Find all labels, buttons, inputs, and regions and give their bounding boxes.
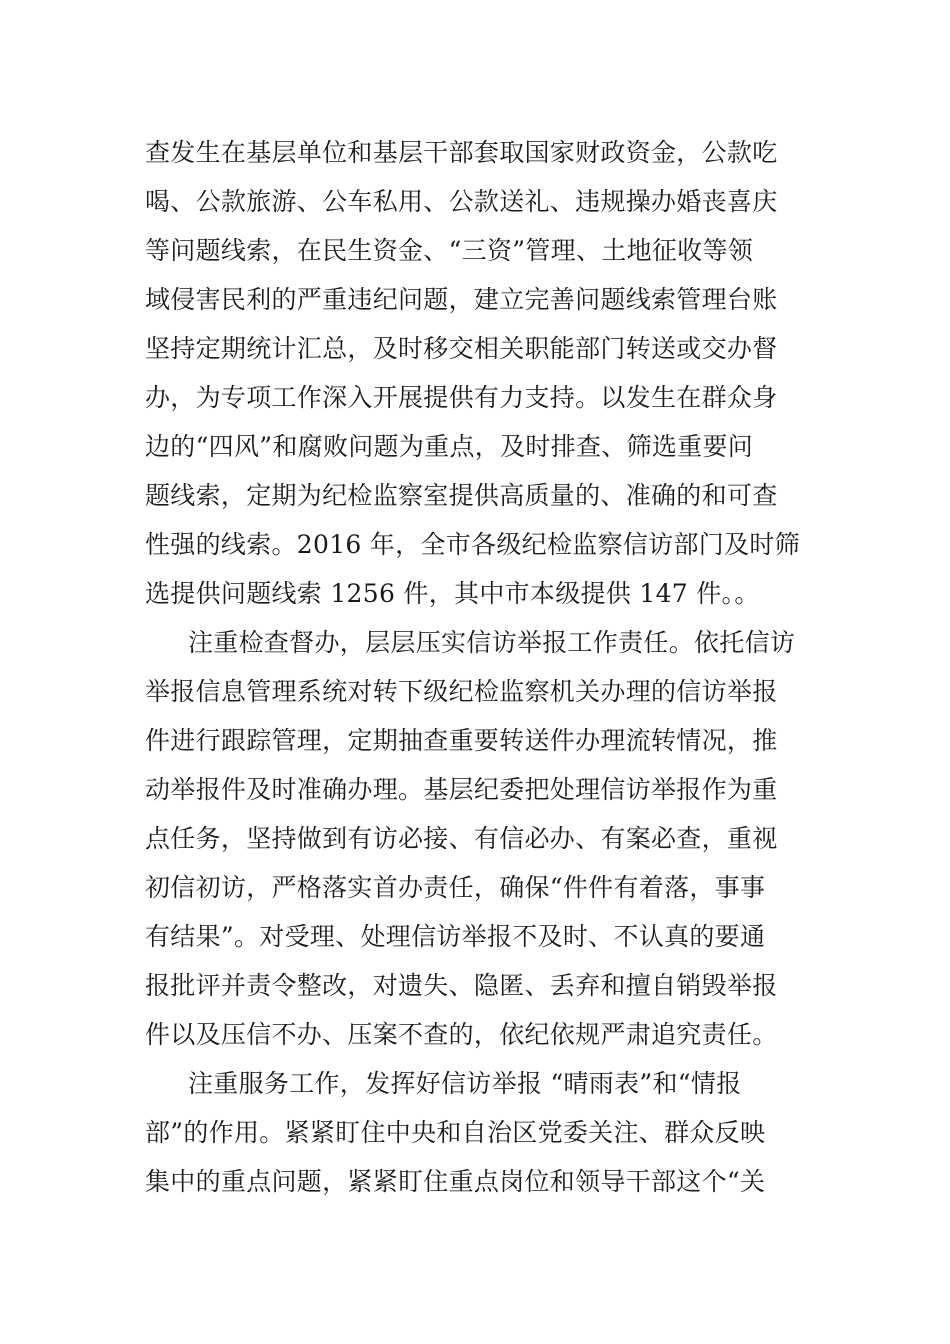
text-line: 等问题线索，在民生资金、“三资”管理、土地征收等领 bbox=[145, 236, 754, 265]
text-line: 边的“四风”和腐败问题为重点，及时排查、筛选重要问 bbox=[145, 432, 754, 461]
text-line: 查发生在基层单位和基层干部套取国家财政资金，公款吃 bbox=[145, 138, 778, 167]
text-line: 坚持定期统计汇总，及时移交相关职能部门转送或交办督 bbox=[145, 334, 778, 363]
paragraph-first-line: 注重服务工作，发挥好信访举报 “晴雨表”和“情报 bbox=[188, 1069, 742, 1098]
text-line: 有结果”。对受理、处理信访举报不及时、不认真的要通 bbox=[145, 922, 766, 951]
text-line: 性强的线索。2016 年，全市各级纪检监察信访部门及时筛 bbox=[145, 530, 800, 559]
text-line: 动举报件及时准确办理。基层纪委把处理信访举报作为重 bbox=[145, 775, 778, 804]
text-line: 题线索，定期为纪检监察室提供高质量的、准确的和可查 bbox=[145, 481, 778, 510]
text-line: 件以及压信不办、压案不查的，依纪依规严肃追究责任。 bbox=[145, 1020, 778, 1049]
text-line: 集中的重点问题，紧紧盯住重点岗位和领导干部这个“关 bbox=[145, 1167, 766, 1196]
text-line: 初信初访，严格落实首办责任，确保“件件有着落，事事 bbox=[145, 873, 766, 902]
text-line: 办，为专项工作深入开展提供有力支持。以发生在群众身 bbox=[145, 383, 778, 412]
text-line: 域侵害民利的严重违纪问题，建立完善问题线索管理台账 bbox=[145, 285, 778, 314]
body-text bbox=[145, 128, 825, 1206]
text-line: 喝、公款旅游、公车私用、公款送礼、违规操办婚丧喜庆 bbox=[145, 187, 778, 216]
text-line: 件进行跟踪管理，定期抽查重要转送件办理流转情况，推 bbox=[145, 726, 778, 755]
text-line: 举报信息管理系统对转下级纪检监察机关办理的信访举报 bbox=[145, 677, 778, 706]
text-line: 选提供问题线索 1256 件，其中市本级提供 147 件。。 bbox=[145, 579, 760, 608]
text-line: 报批评并责令整改，对遗失、隐匿、丢弃和擅自销毁举报 bbox=[145, 971, 778, 1000]
text-line: 点任务，坚持做到有访必接、有信必办、有案必查，重视 bbox=[145, 824, 778, 853]
text-line: 部”的作用。紧紧盯住中央和自治区党委关注、群众反映 bbox=[145, 1118, 766, 1147]
paragraph-first-line: 注重检查督办，层层压实信访举报工作责任。依托信访 bbox=[188, 628, 796, 657]
